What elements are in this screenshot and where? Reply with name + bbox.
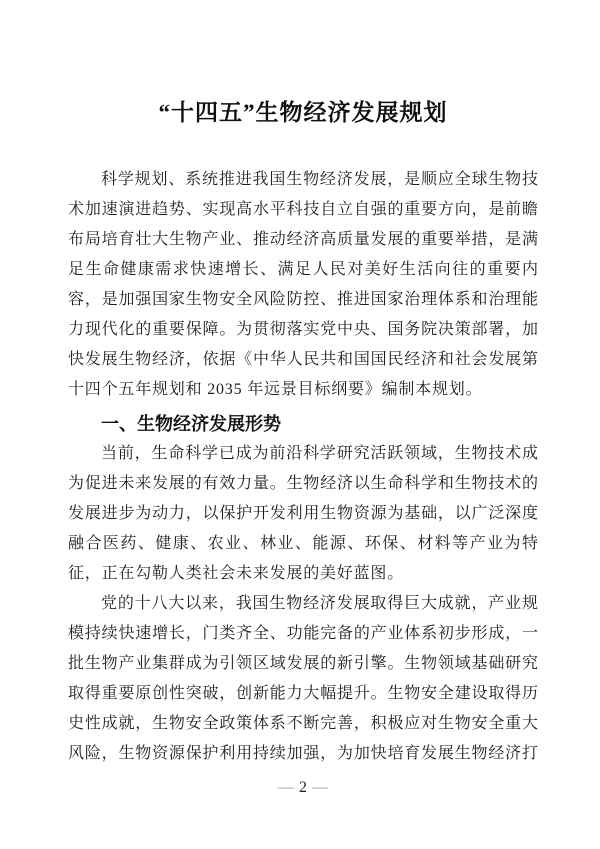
text-line: 足生命健康需求快速增长、满足人民对美好生活向往的重要内 — [68, 261, 538, 278]
text-line: 风险，生物资源保护利用持续加强，为加快培育发展生物经济打 — [68, 745, 538, 762]
text-line: 取得重要原创性突破，创新能力大幅提升。生物安全建设取得历 — [68, 685, 538, 702]
text-line: 容，是加强国家生物安全风险防控、推进国家治理体系和治理能 — [68, 291, 538, 308]
text-line: 科学规划、系统推进我国生物经济发展，是顺应全球生物技 — [101, 171, 538, 188]
text-line: 为促进未来发展的有效力量。生物经济以生命科学和生物技术的 — [68, 475, 538, 492]
text-line: 十四个五年规划和 2035 年远景目标纲要》编制本规划。 — [68, 381, 483, 398]
text-line: 批生物产业集群成为引领区域发展的新引擎。生物领域基础研究 — [68, 655, 538, 672]
footer-dash-right: — — [312, 779, 328, 796]
text-line: 布局培育壮大生物产业、推动经济高质量发展的重要举措，是满 — [68, 231, 538, 248]
page-number: 2 — [299, 779, 307, 796]
text-line: 当前，生命科学已成为前沿科学研究活跃领域，生物技术成 — [101, 445, 538, 462]
footer-dash-left: — — [278, 779, 294, 796]
document-title: “十四五”生物经济发展规划 — [158, 100, 448, 125]
text-line: 党的十八大以来，我国生物经济发展取得巨大成就，产业规 — [101, 595, 538, 612]
text-line: 模持续快速增长，门类齐全、功能完备的产业体系初步形成，一 — [68, 625, 538, 642]
paragraph-intro — [68, 165, 538, 405]
paragraph-achievements — [68, 589, 538, 769]
text-line: 术加速演进趋势、实现高水平科技自立自强的重要方向，是前瞻 — [68, 201, 538, 218]
section-heading-development-situation: 一、生物经济发展形势 — [101, 414, 281, 434]
page-footer — [68, 777, 538, 799]
paragraph-current-status — [68, 439, 538, 589]
text-line: 力现代化的重要保障。为贯彻落实党中央、国务院决策部署，加 — [68, 321, 538, 338]
text-line: 发展进步为动力，以保护开发利用生物资源为基础，以广泛深度 — [68, 505, 538, 522]
text-line: 征，正在勾勒人类社会未来发展的美好蓝图。 — [68, 565, 405, 582]
text-line: 融合医药、健康、农业、林业、能源、环保、材料等产业为特 — [68, 535, 538, 552]
text-line: 史性成就，生物安全政策体系不断完善，积极应对生物安全重大 — [68, 715, 538, 732]
text-line: 快发展生物经济，依据《中华人民共和国国民经济和社会发展第 — [68, 351, 538, 368]
